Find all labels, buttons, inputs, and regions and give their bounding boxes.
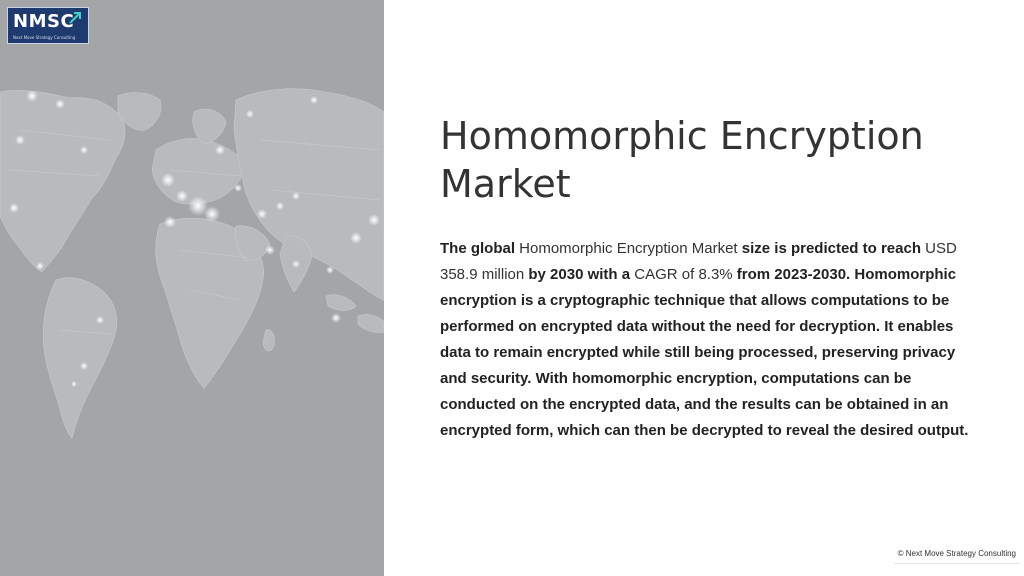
copyright-notice: © Next Move Strategy Consulting <box>894 544 1020 564</box>
body-market-size: USD 358.9 million <box>440 240 957 283</box>
body-text-1: The global <box>440 240 520 257</box>
body-text-5: by 2030 with a <box>524 266 635 283</box>
description-paragraph <box>440 236 980 444</box>
world-map-image <box>0 0 384 576</box>
logo-text: NMSC <box>13 11 75 32</box>
body-text-3: size is predicted to reach <box>737 240 926 257</box>
body-cagr: CAGR of 8.3% <box>634 266 733 283</box>
world-map-panel <box>0 0 384 576</box>
page-title: Homomorphic Encryption Market <box>440 114 924 206</box>
body-market-name: Homomorphic Encryption Market <box>519 240 738 257</box>
logo-arrow-icon <box>68 11 82 25</box>
body-text-7: from 2023-2030. Homomorphic encryption is a cryptographic technique that allows computations to be performed on encrypted data without the need for decryption. It enables data to remain encrypted while still being processed, preserving privacy and security. With homomorphic encryption, computations can be conducted on the encrypted data, and the results can be obtained in an encrypted form, which can then be decrypted to reveal the desired output. <box>440 266 969 439</box>
nmsc-logo <box>7 7 89 44</box>
logo-tagline: Next Move Strategy Consulting <box>13 35 76 40</box>
